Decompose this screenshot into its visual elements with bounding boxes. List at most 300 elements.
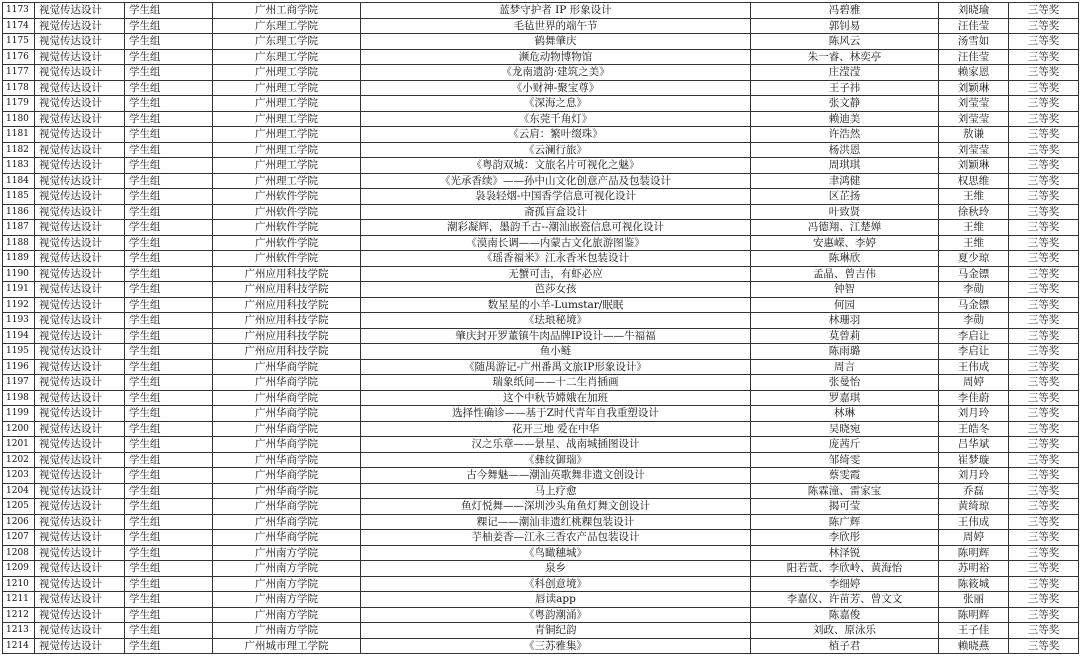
table-row	[3, 499, 1079, 515]
school-cell: 广州理工学院	[213, 173, 361, 189]
instructor-cell: 王伟成	[939, 359, 1009, 375]
group-cell: 学生组	[125, 406, 213, 422]
entry-number-cell: 1182	[3, 142, 35, 158]
entry-number-cell: 1189	[3, 251, 35, 267]
authors-cell: 李嘉仪、许苗芳、曾文文	[751, 592, 939, 608]
authors-cell: 区芷扬	[751, 189, 939, 205]
authors-cell: 张文静	[751, 96, 939, 112]
award-cell: 三等奖	[1009, 359, 1079, 375]
work-title-cell: 汉之乐章——景星、战南城插图设计	[361, 437, 751, 453]
entry-number-cell: 1188	[3, 235, 35, 251]
table-row	[3, 452, 1079, 468]
category-cell: 视觉传达设计	[35, 483, 125, 499]
award-cell: 三等奖	[1009, 251, 1079, 267]
entry-number-cell: 1208	[3, 545, 35, 561]
category-cell: 视觉传达设计	[35, 638, 125, 654]
work-title-cell: 潮彩凝辉，墨韵千古--潮汕嵌瓷信息可视化设计	[361, 220, 751, 236]
work-title-cell: 鹤舞肇庆	[361, 34, 751, 50]
authors-cell: 赖迪美	[751, 111, 939, 127]
entry-number-cell: 1197	[3, 375, 35, 391]
work-title-cell: 泉乡	[361, 561, 751, 577]
school-cell: 广州华商学院	[213, 483, 361, 499]
school-cell: 广东理工学院	[213, 49, 361, 65]
authors-cell: 安惠嵘、李婷	[751, 235, 939, 251]
school-cell: 广州南方学院	[213, 561, 361, 577]
entry-number-cell: 1210	[3, 576, 35, 592]
award-cell: 三等奖	[1009, 406, 1079, 422]
instructor-cell: 夏少琼	[939, 251, 1009, 267]
group-cell: 学生组	[125, 220, 213, 236]
table-row	[3, 545, 1079, 561]
instructor-cell: 刘颖琳	[939, 158, 1009, 174]
award-cell: 三等奖	[1009, 483, 1079, 499]
table-row	[3, 96, 1079, 112]
authors-cell: 周言	[751, 359, 939, 375]
instructor-cell: 周婷	[939, 530, 1009, 546]
category-cell: 视觉传达设计	[35, 499, 125, 515]
table-row	[3, 3, 1079, 19]
entry-number-cell: 1190	[3, 266, 35, 282]
school-cell: 广州应用科技学院	[213, 344, 361, 360]
work-title-cell: 《粤韵双城：文旅名片可视化之魅》	[361, 158, 751, 174]
award-cell: 三等奖	[1009, 545, 1079, 561]
work-title-cell: 选择性确诊——基于Z时代青年自我重塑设计	[361, 406, 751, 422]
category-cell: 视觉传达设计	[35, 18, 125, 34]
school-cell: 广州华商学院	[213, 375, 361, 391]
authors-cell: 冯碧雅	[751, 3, 939, 19]
school-cell: 广东理工学院	[213, 18, 361, 34]
school-cell: 广州软件学院	[213, 189, 361, 205]
group-cell: 学生组	[125, 96, 213, 112]
work-title-cell: 《科创意境》	[361, 576, 751, 592]
entry-number-cell: 1200	[3, 421, 35, 437]
work-title-cell: 《鸟瞰穗城》	[361, 545, 751, 561]
table-row	[3, 235, 1079, 251]
category-cell: 视觉传达设计	[35, 344, 125, 360]
authors-cell: 郭钊易	[751, 18, 939, 34]
authors-cell: 陈广辉	[751, 514, 939, 530]
table-row	[3, 189, 1079, 205]
entry-number-cell: 1203	[3, 468, 35, 484]
work-title-cell: 这个中秋节嫦娥在加班	[361, 390, 751, 406]
award-cell: 三等奖	[1009, 297, 1079, 313]
table-row	[3, 173, 1079, 189]
category-cell: 视觉传达设计	[35, 576, 125, 592]
work-title-cell: 《珐琅秘境》	[361, 313, 751, 329]
group-cell: 学生组	[125, 65, 213, 81]
work-title-cell: 花开三地 爱在中华	[361, 421, 751, 437]
instructor-cell: 吕华斌	[939, 437, 1009, 453]
table-row	[3, 18, 1079, 34]
work-title-cell: 《云肩：繁叶缀珠》	[361, 127, 751, 143]
category-cell: 视觉传达设计	[35, 561, 125, 577]
instructor-cell: 刘晓瑜	[939, 3, 1009, 19]
school-cell: 广州理工学院	[213, 127, 361, 143]
authors-cell: 植子君	[751, 638, 939, 654]
entry-number-cell: 1201	[3, 437, 35, 453]
work-title-cell: 粿记——潮汕非遗红桃粿包装设计	[361, 514, 751, 530]
table-row	[3, 390, 1079, 406]
table-row	[3, 592, 1079, 608]
instructor-cell: 赖晓燕	[939, 638, 1009, 654]
authors-cell: 罗嘉琪	[751, 390, 939, 406]
instructor-cell: 刘月玲	[939, 468, 1009, 484]
award-cell: 三等奖	[1009, 328, 1079, 344]
entry-number-cell: 1181	[3, 127, 35, 143]
school-cell: 广州应用科技学院	[213, 297, 361, 313]
school-cell: 广州华商学院	[213, 452, 361, 468]
award-cell: 三等奖	[1009, 34, 1079, 50]
table-row	[3, 65, 1079, 81]
instructor-cell: 王伟成	[939, 514, 1009, 530]
authors-cell: 莫曾莉	[751, 328, 939, 344]
school-cell: 广州应用科技学院	[213, 328, 361, 344]
entry-number-cell: 1214	[3, 638, 35, 654]
category-cell: 视觉传达设计	[35, 607, 125, 623]
entry-number-cell: 1176	[3, 49, 35, 65]
entry-number-cell: 1177	[3, 65, 35, 81]
authors-cell: 吴晓宛	[751, 421, 939, 437]
authors-cell: 陈雨璐	[751, 344, 939, 360]
authors-cell: 陈嘉俊	[751, 607, 939, 623]
table-row	[3, 421, 1079, 437]
category-cell: 视觉传达设计	[35, 297, 125, 313]
award-cell: 三等奖	[1009, 607, 1079, 623]
entry-number-cell: 1213	[3, 623, 35, 639]
category-cell: 视觉传达设计	[35, 530, 125, 546]
instructor-cell: 刘莹莹	[939, 111, 1009, 127]
instructor-cell: 陈筱城	[939, 576, 1009, 592]
group-cell: 学生组	[125, 638, 213, 654]
work-title-cell: 斋孤盲盒设计	[361, 204, 751, 220]
instructor-cell: 刘月玲	[939, 406, 1009, 422]
group-cell: 学生组	[125, 499, 213, 515]
authors-cell: 庄滢滢	[751, 65, 939, 81]
table-row	[3, 607, 1079, 623]
entry-number-cell: 1194	[3, 328, 35, 344]
entry-number-cell: 1204	[3, 483, 35, 499]
group-cell: 学生组	[125, 437, 213, 453]
group-cell: 学生组	[125, 421, 213, 437]
category-cell: 视觉传达设计	[35, 127, 125, 143]
category-cell: 视觉传达设计	[35, 220, 125, 236]
authors-cell: 李欣彤	[751, 530, 939, 546]
work-title-cell: 《东莞千角灯》	[361, 111, 751, 127]
group-cell: 学生组	[125, 483, 213, 499]
school-cell: 广州华商学院	[213, 421, 361, 437]
group-cell: 学生组	[125, 359, 213, 375]
school-cell: 广州华商学院	[213, 437, 361, 453]
award-cell: 三等奖	[1009, 111, 1079, 127]
category-cell: 视觉传达设计	[35, 189, 125, 205]
authors-cell: 许浩然	[751, 127, 939, 143]
category-cell: 视觉传达设计	[35, 328, 125, 344]
entry-number-cell: 1183	[3, 158, 35, 174]
category-cell: 视觉传达设计	[35, 173, 125, 189]
authors-cell: 陈风云	[751, 34, 939, 50]
instructor-cell: 王维	[939, 235, 1009, 251]
entry-number-cell: 1206	[3, 514, 35, 530]
table-row	[3, 328, 1079, 344]
work-title-cell: 芭莎女孩	[361, 282, 751, 298]
school-cell: 广州南方学院	[213, 545, 361, 561]
group-cell: 学生组	[125, 297, 213, 313]
group-cell: 学生组	[125, 266, 213, 282]
award-cell: 三等奖	[1009, 204, 1079, 220]
instructor-cell: 李佳蔚	[939, 390, 1009, 406]
group-cell: 学生组	[125, 204, 213, 220]
school-cell: 广州应用科技学院	[213, 266, 361, 282]
authors-cell: 钟智	[751, 282, 939, 298]
category-cell: 视觉传达设计	[35, 406, 125, 422]
award-cell: 三等奖	[1009, 390, 1079, 406]
group-cell: 学生组	[125, 189, 213, 205]
table-row	[3, 638, 1079, 654]
entry-number-cell: 1185	[3, 189, 35, 205]
category-cell: 视觉传达设计	[35, 3, 125, 19]
group-cell: 学生组	[125, 80, 213, 96]
authors-cell: 陈霖潼、雷家宝	[751, 483, 939, 499]
table-row	[3, 406, 1079, 422]
category-cell: 视觉传达设计	[35, 111, 125, 127]
table-row	[3, 251, 1079, 267]
table-row	[3, 561, 1079, 577]
school-cell: 广州理工学院	[213, 80, 361, 96]
category-cell: 视觉传达设计	[35, 142, 125, 158]
instructor-cell: 刘莹莹	[939, 96, 1009, 112]
group-cell: 学生组	[125, 173, 213, 189]
award-cell: 三等奖	[1009, 18, 1079, 34]
category-cell: 视觉传达设计	[35, 266, 125, 282]
instructor-cell: 王维	[939, 220, 1009, 236]
entry-number-cell: 1192	[3, 297, 35, 313]
group-cell: 学生组	[125, 390, 213, 406]
group-cell: 学生组	[125, 142, 213, 158]
school-cell: 广州南方学院	[213, 623, 361, 639]
instructor-cell: 马金镖	[939, 297, 1009, 313]
entry-number-cell: 1195	[3, 344, 35, 360]
group-cell: 学生组	[125, 251, 213, 267]
entry-number-cell: 1173	[3, 3, 35, 19]
instructor-cell: 乔磊	[939, 483, 1009, 499]
work-title-cell: 唇读app	[361, 592, 751, 608]
work-title-cell: 数星星的小羊-Lumstar/眠眠	[361, 297, 751, 313]
instructor-cell: 李勋	[939, 313, 1009, 329]
authors-cell: 李细婷	[751, 576, 939, 592]
entry-number-cell: 1207	[3, 530, 35, 546]
category-cell: 视觉传达设计	[35, 313, 125, 329]
award-cell: 三等奖	[1009, 173, 1079, 189]
category-cell: 视觉传达设计	[35, 80, 125, 96]
authors-cell: 蔡雯霞	[751, 468, 939, 484]
school-cell: 广州南方学院	[213, 576, 361, 592]
group-cell: 学生组	[125, 49, 213, 65]
school-cell: 广州软件学院	[213, 235, 361, 251]
entry-number-cell: 1180	[3, 111, 35, 127]
instructor-cell: 王维	[939, 189, 1009, 205]
instructor-cell: 汪佳莹	[939, 18, 1009, 34]
group-cell: 学生组	[125, 282, 213, 298]
school-cell: 广州华商学院	[213, 514, 361, 530]
category-cell: 视觉传达设计	[35, 468, 125, 484]
authors-cell: 杨洪恩	[751, 142, 939, 158]
category-cell: 视觉传达设计	[35, 282, 125, 298]
school-cell: 广州华商学院	[213, 499, 361, 515]
group-cell: 学生组	[125, 158, 213, 174]
work-title-cell: 马上疗愈	[361, 483, 751, 499]
authors-cell: 林泽锐	[751, 545, 939, 561]
school-cell: 广州应用科技学院	[213, 282, 361, 298]
table-row	[3, 49, 1079, 65]
group-cell: 学生组	[125, 607, 213, 623]
award-cell: 三等奖	[1009, 623, 1079, 639]
entry-number-cell: 1174	[3, 18, 35, 34]
table-row	[3, 34, 1079, 50]
instructor-cell: 王皓冬	[939, 421, 1009, 437]
award-cell: 三等奖	[1009, 437, 1079, 453]
work-title-cell: 《漠南长调——内蒙古文化旅游图鉴》	[361, 235, 751, 251]
work-title-cell: 袅袅轻烟-中国香学信息可视化设计	[361, 189, 751, 205]
entry-number-cell: 1196	[3, 359, 35, 375]
school-cell: 广州南方学院	[213, 607, 361, 623]
instructor-cell: 王子佳	[939, 623, 1009, 639]
authors-cell: 刘政、原泳乐	[751, 623, 939, 639]
award-cell: 三等奖	[1009, 282, 1079, 298]
school-cell: 广州华商学院	[213, 390, 361, 406]
work-title-cell: 鱼小鲢	[361, 344, 751, 360]
instructor-cell: 汪佳莹	[939, 49, 1009, 65]
group-cell: 学生组	[125, 530, 213, 546]
category-cell: 视觉传达设计	[35, 49, 125, 65]
award-cell: 三等奖	[1009, 96, 1079, 112]
entry-number-cell: 1205	[3, 499, 35, 515]
entry-number-cell: 1179	[3, 96, 35, 112]
work-title-cell: 鱼灯悦舞——深圳沙头角鱼灯舞文创设计	[361, 499, 751, 515]
award-cell: 三等奖	[1009, 421, 1079, 437]
authors-cell: 陈琳欣	[751, 251, 939, 267]
award-cell: 三等奖	[1009, 266, 1079, 282]
award-cell: 三等奖	[1009, 235, 1079, 251]
entry-number-cell: 1209	[3, 561, 35, 577]
entry-number-cell: 1199	[3, 406, 35, 422]
school-cell: 广州工商学院	[213, 3, 361, 19]
category-cell: 视觉传达设计	[35, 359, 125, 375]
work-title-cell: 瑞象纸间——十二生肖插画	[361, 375, 751, 391]
instructor-cell: 李勋	[939, 282, 1009, 298]
group-cell: 学生组	[125, 468, 213, 484]
table-row	[3, 530, 1079, 546]
award-cell: 三等奖	[1009, 452, 1079, 468]
instructor-cell: 刘颖琳	[939, 80, 1009, 96]
authors-cell: 庞茜斤	[751, 437, 939, 453]
work-title-cell: 《三苏雅集》	[361, 638, 751, 654]
table-row	[3, 282, 1079, 298]
group-cell: 学生组	[125, 328, 213, 344]
work-title-cell: 古今舞魅——潮汕英歌舞非遗文创设计	[361, 468, 751, 484]
authors-cell: 林琳	[751, 406, 939, 422]
school-cell: 广州华商学院	[213, 359, 361, 375]
work-title-cell: 毛毡世界的端午节	[361, 18, 751, 34]
table-row	[3, 576, 1079, 592]
work-title-cell: 《云澜行旅》	[361, 142, 751, 158]
category-cell: 视觉传达设计	[35, 421, 125, 437]
school-cell: 广州理工学院	[213, 142, 361, 158]
group-cell: 学生组	[125, 545, 213, 561]
table-row	[3, 514, 1079, 530]
group-cell: 学生组	[125, 313, 213, 329]
award-cell: 三等奖	[1009, 65, 1079, 81]
table-row	[3, 158, 1079, 174]
entry-number-cell: 1202	[3, 452, 35, 468]
work-title-cell: 青铜纪韵	[361, 623, 751, 639]
work-title-cell: 《随禺游记-广州番禺文旅IP形象设计》	[361, 359, 751, 375]
award-cell: 三等奖	[1009, 468, 1079, 484]
school-cell: 广州软件学院	[213, 204, 361, 220]
school-cell: 广州软件学院	[213, 220, 361, 236]
table-row	[3, 142, 1079, 158]
table-row	[3, 297, 1079, 313]
award-cell: 三等奖	[1009, 49, 1079, 65]
work-title-cell: 《龙南遗韵·建筑之美》	[361, 65, 751, 81]
table-body	[3, 3, 1079, 654]
school-cell: 广州华商学院	[213, 406, 361, 422]
category-cell: 视觉传达设计	[35, 390, 125, 406]
instructor-cell: 马金镖	[939, 266, 1009, 282]
table-row	[3, 127, 1079, 143]
instructor-cell: 权思维	[939, 173, 1009, 189]
category-cell: 视觉传达设计	[35, 65, 125, 81]
authors-cell: 何园	[751, 297, 939, 313]
category-cell: 视觉传达设计	[35, 204, 125, 220]
award-cell: 三等奖	[1009, 514, 1079, 530]
category-cell: 视觉传达设计	[35, 375, 125, 391]
award-cell: 三等奖	[1009, 189, 1079, 205]
category-cell: 视觉传达设计	[35, 592, 125, 608]
award-cell: 三等奖	[1009, 499, 1079, 515]
group-cell: 学生组	[125, 3, 213, 19]
award-cell: 三等奖	[1009, 344, 1079, 360]
category-cell: 视觉传达设计	[35, 514, 125, 530]
instructor-cell: 徐秋玲	[939, 204, 1009, 220]
category-cell: 视觉传达设计	[35, 545, 125, 561]
award-cell: 三等奖	[1009, 561, 1079, 577]
table-row	[3, 313, 1079, 329]
award-cell: 三等奖	[1009, 3, 1079, 19]
group-cell: 学生组	[125, 623, 213, 639]
authors-cell: 冯德翔、江楚婵	[751, 220, 939, 236]
work-title-cell: 《粤韵潮涌》	[361, 607, 751, 623]
authors-cell: 朱一睿、林奕亭	[751, 49, 939, 65]
instructor-cell: 崔梦璇	[939, 452, 1009, 468]
authors-cell: 揭可莹	[751, 499, 939, 515]
entry-number-cell: 1184	[3, 173, 35, 189]
school-cell: 广州南方学院	[213, 592, 361, 608]
instructor-cell: 周婷	[939, 375, 1009, 391]
group-cell: 学生组	[125, 235, 213, 251]
work-title-cell: 《深海之息》	[361, 96, 751, 112]
instructor-cell: 汤雪如	[939, 34, 1009, 50]
instructor-cell: 李启让	[939, 344, 1009, 360]
authors-cell: 王子祎	[751, 80, 939, 96]
work-title-cell: 无蟹可击，有虾必应	[361, 266, 751, 282]
award-cell: 三等奖	[1009, 158, 1079, 174]
school-cell: 广州理工学院	[213, 111, 361, 127]
group-cell: 学生组	[125, 127, 213, 143]
table-row	[3, 111, 1079, 127]
authors-cell: 邹绮雯	[751, 452, 939, 468]
award-cell: 三等奖	[1009, 638, 1079, 654]
category-cell: 视觉传达设计	[35, 251, 125, 267]
